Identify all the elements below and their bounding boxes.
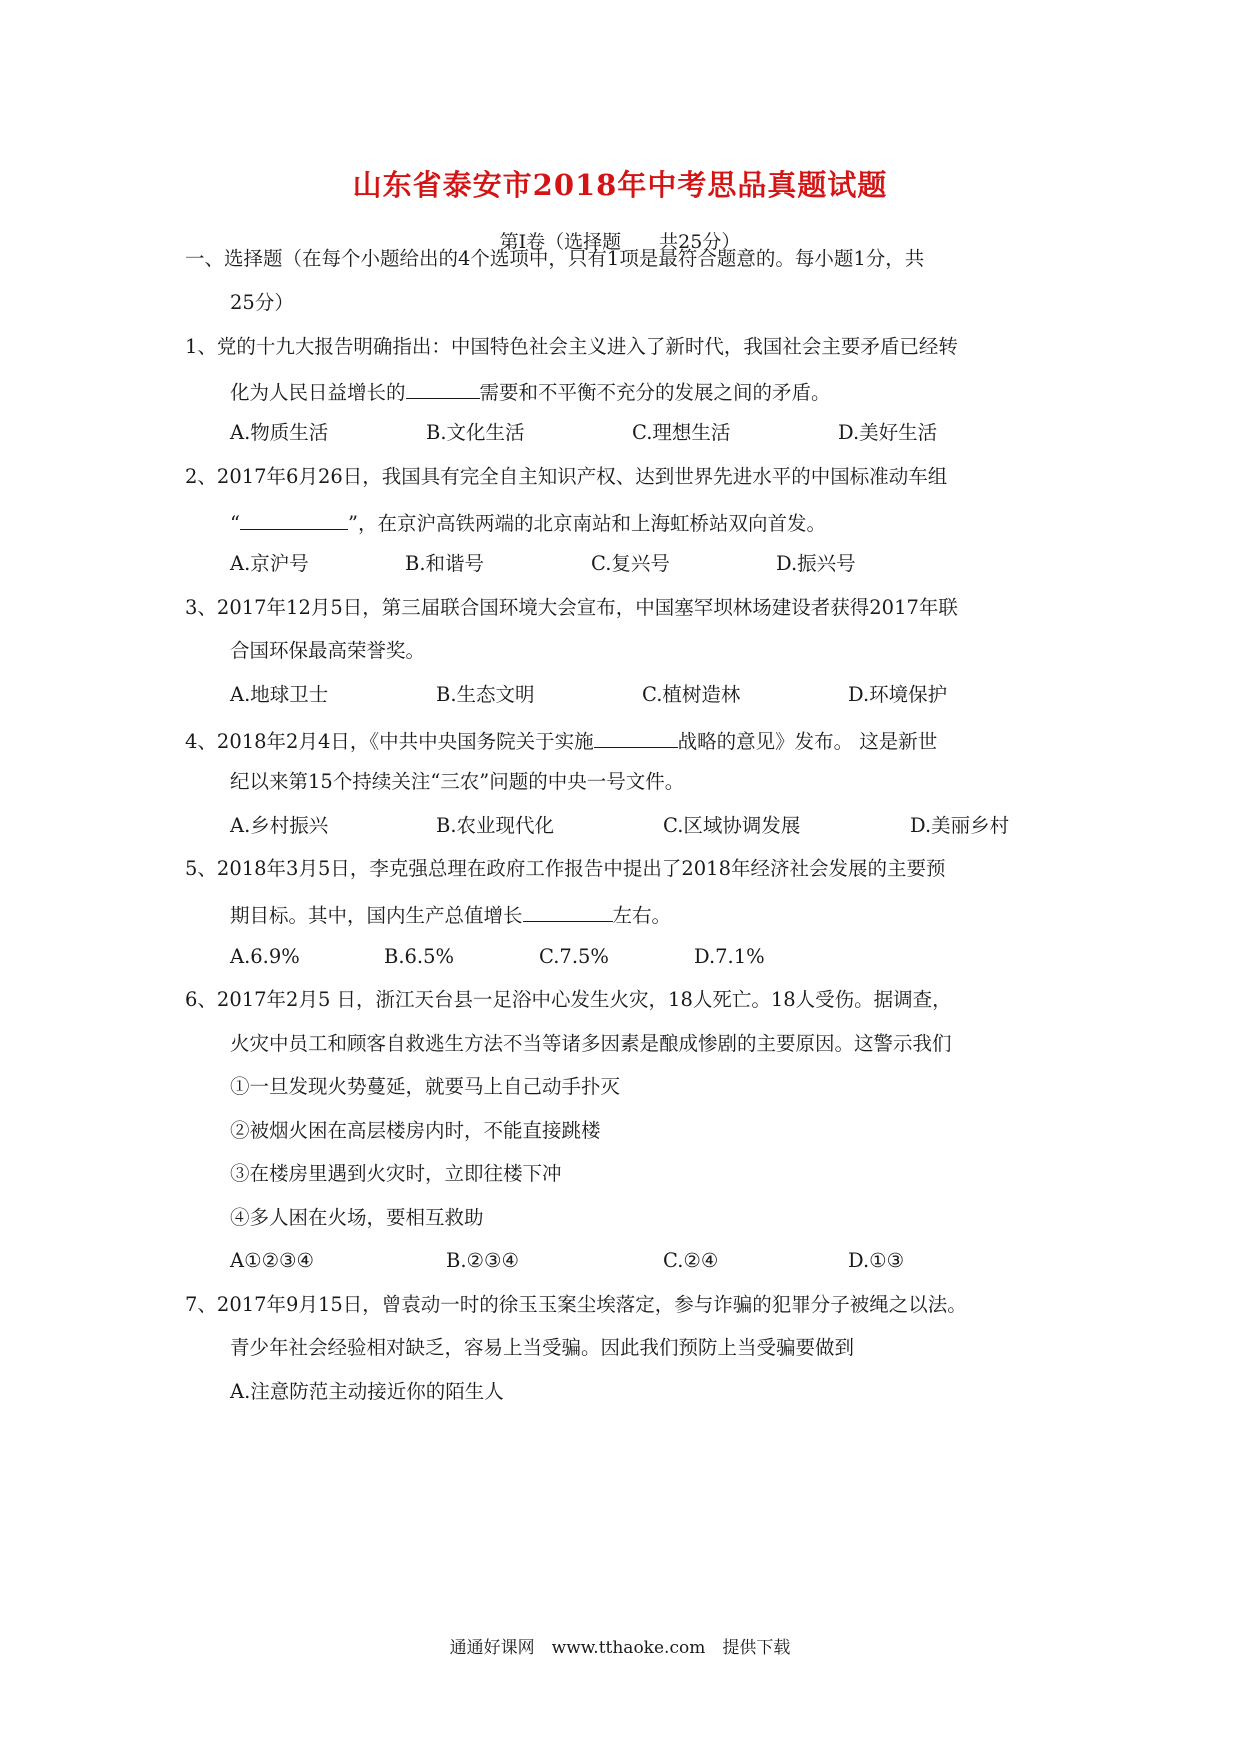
question-1-blank	[406, 380, 480, 399]
question-6-statement-1: ①一旦发现火势蔓延，就要马上自己动手扑灭	[230, 1075, 621, 1098]
question-6-statement-4: ④多人困在火场，要相互救助	[230, 1206, 484, 1229]
question-2-text-after-blank: ”，在京沪高铁两端的北京南站和上海虹桥站双向首发。	[347, 512, 826, 535]
question-1-option-d: D.美好生活	[838, 421, 938, 444]
question-5-line2	[230, 903, 671, 926]
question-5-option-a: A.6.9%	[230, 945, 300, 968]
question-7-line2: 青少年社会经验相对缺乏，容易上当受骗。因此我们预防上当受骗要做到	[230, 1336, 855, 1359]
question-7-line1: 7、2017年9月15日，曾袁动一时的徐玉玉案尘埃落定，参与诈骗的犯罪分子被绳之以法。	[185, 1293, 967, 1316]
question-4-option-b: B.农业现代化	[436, 814, 555, 837]
question-5-blank	[523, 903, 613, 922]
question-3-line2: 合国环保最高荣誉奖。	[230, 639, 426, 662]
question-6-option-a: A①②③④	[230, 1249, 315, 1272]
question-2-text-before-blank: “	[230, 512, 240, 535]
question-2-line1: 2、2017年6月26日，我国具有完全自主知识产权、达到世界先进水平的中国标准动车组	[185, 465, 948, 488]
question-6-option-b: B.②③④	[446, 1249, 519, 1272]
question-6-line2: 火灾中员工和顾客自救逃生方法不当等诸多因素是酿成惨剧的主要原因。这警示我们	[230, 1032, 952, 1055]
question-6-option-c: C.②④	[663, 1249, 719, 1272]
page-footer: 通通好课网 www.tthaoke.com 提供下载	[449, 1638, 791, 1658]
question-4-blank	[594, 729, 678, 748]
question-1-text-after-blank: 需要和不平衡不充分的发展之间的矛盾。	[479, 381, 831, 404]
question-4-text-before-blank: 4、2018年2月4日，《中共中央国务院关于实施	[185, 730, 594, 753]
question-1-line2	[230, 380, 831, 403]
question-4-option-a: A.乡村振兴	[230, 814, 329, 837]
question-2-option-b: B.和谐号	[405, 552, 485, 575]
question-5-text-before-blank: 期目标。其中，国内生产总值增长	[230, 904, 523, 927]
question-3-line1: 3、2017年12月5日，第三届联合国环境大会宣布，中国塞罕坝林场建设者获得2017年联	[185, 596, 958, 619]
question-2-option-d: D.振兴号	[776, 552, 856, 575]
question-4-option-c: C.区域协调发展	[663, 814, 801, 837]
question-3-option-d: D.环境保护	[848, 683, 948, 706]
question-5-line1: 5、2018年3月5日，李克强总理在政府工作报告中提出了2018年经济社会发展的主要预	[185, 857, 946, 880]
exam-title: 山东省泰安市2018年中考思品真题试题	[352, 168, 888, 202]
question-1-option-a: A.物质生活	[230, 421, 329, 444]
section-heading-line2: 25分）	[230, 291, 294, 314]
question-6-line1: 6、2017年2月5 日，浙江天台县一足浴中心发生火灾，18人死亡。18人受伤。据调查，	[185, 988, 952, 1011]
section-subtitle: 第Ⅰ卷（选择题 共25分）	[499, 231, 741, 253]
question-5-text-after-blank: 左右。	[612, 904, 672, 927]
question-2-blank	[240, 511, 348, 530]
question-1-line1: 1、党的十九大报告明确指出：中国特色社会主义进入了新时代，我国社会主要矛盾已经转	[185, 335, 958, 358]
question-3-option-c: C.植树造林	[642, 683, 741, 706]
question-4-line2: 纪以来第15个持续关注“三农”问题的中央一号文件。	[230, 770, 685, 793]
question-3-option-b: B.生态文明	[436, 683, 535, 706]
question-4-option-d: D.美丽乡村	[910, 814, 1010, 837]
question-2-option-c: C.复兴号	[591, 552, 670, 575]
question-2-option-a: A.京沪号	[230, 552, 309, 575]
section-heading-line1: 一、选择题（在每个小题给出的4个选项中，只有1项是最符合题意的。每小题1分，共	[185, 247, 925, 270]
question-6-statement-2: ②被烟火困在高层楼房内时，不能直接跳楼	[230, 1119, 601, 1142]
question-1-option-c: C.理想生活	[632, 421, 731, 444]
question-5-option-c: C.7.5%	[539, 945, 609, 968]
question-5-option-b: B.6.5%	[384, 945, 455, 968]
question-5-option-d: D.7.1%	[694, 945, 765, 968]
question-4-text-after-blank: 战略的意见》发布。 这是新世	[677, 730, 938, 753]
question-1-option-b: B.文化生活	[426, 421, 525, 444]
question-1-text-before-blank: 化为人民日益增长的	[230, 381, 406, 404]
question-4-line1	[185, 729, 937, 752]
question-3-option-a: A.地球卫士	[230, 683, 329, 706]
question-6-option-d: D.①③	[848, 1249, 905, 1272]
question-6-statement-3: ③在楼房里遇到火灾时，立即往楼下冲	[230, 1162, 562, 1185]
question-2-line2	[230, 511, 826, 534]
question-7-option-a: A.注意防范主动接近你的陌生人	[230, 1380, 504, 1403]
